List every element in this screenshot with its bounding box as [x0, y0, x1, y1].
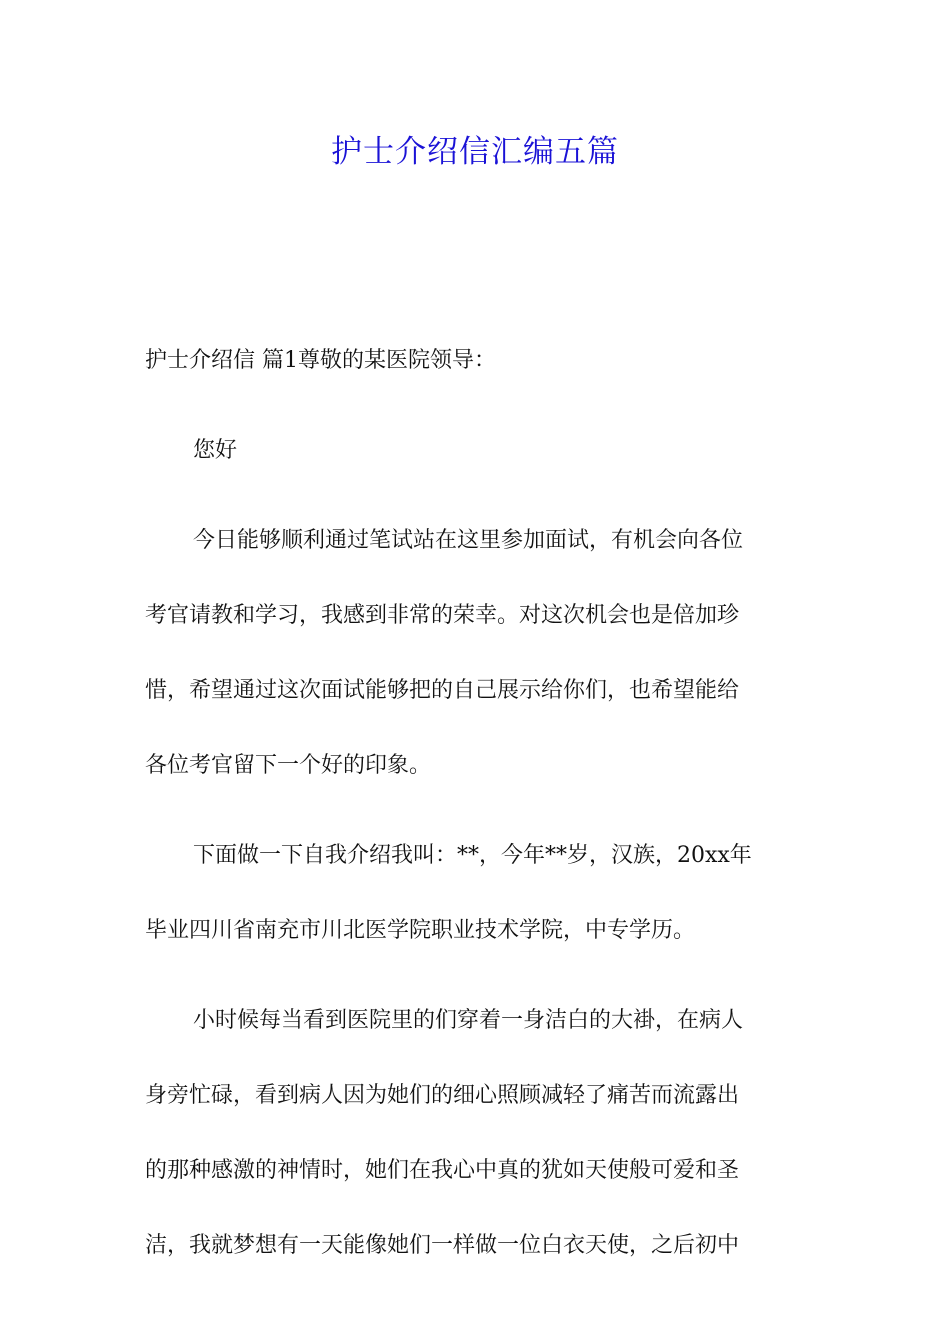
- paragraph-intro: [145, 503, 807, 803]
- text-line: 身旁忙碌，看到病人因为她们的细心照顾减轻了痛苦而流露出: [145, 1083, 740, 1108]
- text-line: 护士介绍信 篇1尊敬的某医院领导：: [145, 348, 496, 373]
- text-line: 小时候每当看到医院里的们穿着一身洁白的大褂，在病人: [193, 1008, 744, 1033]
- text-line: 的那种感激的神情时，她们在我心中真的犹如天使般可爱和圣: [145, 1158, 740, 1183]
- document-title: 护士介绍信汇编五篇: [331, 134, 619, 170]
- text-line: 您好: [193, 438, 238, 463]
- document-body: [145, 339, 807, 1314]
- text-line: 洁，我就梦想有一天能像她们一样做一位白衣天使，之后初中: [145, 1233, 740, 1258]
- text-line: 下面做一下自我介绍我叫：**，今年**岁，汉族，20xx年: [193, 843, 752, 868]
- paragraph-childhood: [145, 983, 807, 1283]
- text-line: 惜，希望通过这次面试能够把的自己展示给你们，也希望能给: [145, 678, 740, 703]
- paragraph-self-introduction: [145, 818, 807, 968]
- text-line: 今日能够顺利通过笔试站在这里参加面试，有机会向各位: [193, 528, 744, 553]
- paragraph-greeting: [145, 413, 807, 488]
- text-line: 考官请教和学习，我感到非常的荣幸。对这次机会也是倍加珍: [145, 603, 740, 628]
- text-line: 各位考官留下一个好的印象。: [145, 753, 432, 778]
- paragraph-salutation: [145, 323, 807, 398]
- text-line: 毕业四川省南充市川北医学院职业技术学院，中专学历。: [145, 918, 696, 943]
